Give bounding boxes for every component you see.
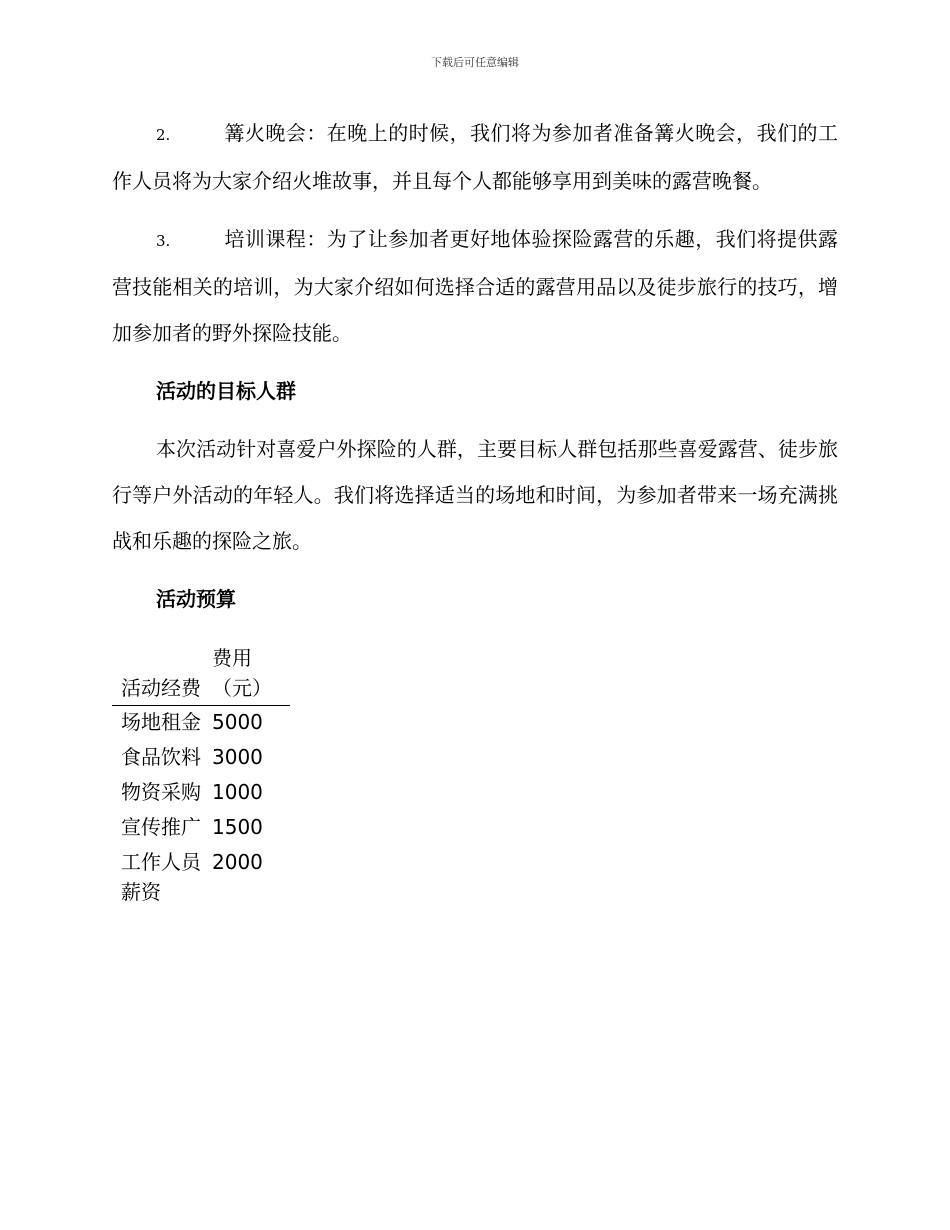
section-heading-budget: 活动预算 (156, 587, 236, 611)
table-row (112, 776, 290, 811)
section-body-target: 本次活动针对喜爱户外探险的人群，主要目标人群包括那些喜爱露营、徒步旅行等户外活动的年轻人。我们将选择适当的场地和时间，为参加者带来一场充满挑战和乐趣的探险之旅。 (112, 437, 838, 553)
list-item-3 (112, 216, 838, 356)
table-row (112, 811, 290, 846)
document-body (112, 110, 838, 911)
table-cell-cost: 1000 (212, 780, 263, 804)
list-item-text: 篝火晚会：在晚上的时候，我们将为参加者准备篝火晚会，我们的工作人员将为大家介绍火堆故事，并且每个人都能够享用到美味的露营晚餐。 (112, 121, 838, 193)
table-cell-cost: 5000 (212, 710, 263, 734)
table-cell-cost: 2000 (212, 850, 263, 874)
section-heading-target: 活动的目标人群 (156, 379, 296, 403)
header-note: 下载后可任意编辑 (431, 56, 519, 69)
table-cell-item: 宣传推广 (121, 815, 201, 839)
table-header-row (112, 642, 290, 706)
list-number: 3. (156, 232, 171, 250)
budget-table (112, 642, 290, 911)
list-number: 2. (156, 126, 171, 144)
table-row (112, 846, 290, 911)
table-cell-item: 场地租金 (121, 710, 201, 734)
table-header-cell: 活动经费 (121, 676, 201, 700)
table-row (112, 706, 290, 742)
table-cell-item: 工作人员薪资 (121, 850, 201, 904)
table-cell-cost: 1500 (212, 815, 263, 839)
table-cell-cost: 3000 (212, 745, 263, 769)
table-row (112, 741, 290, 776)
list-item-text: 培训课程：为了让参加者更好地体验探险露营的乐趣，我们将提供露营技能相关的培训，为大家介绍如何选择合适的露营用品以及徒步旅行的技巧，增加参加者的野外探险技能。 (112, 227, 838, 345)
table-cell-item: 食品饮料 (121, 745, 201, 769)
table-header-cell: 费用（元） (212, 646, 272, 700)
list-item-2 (112, 110, 838, 204)
table-cell-item: 物资采购 (121, 780, 201, 804)
